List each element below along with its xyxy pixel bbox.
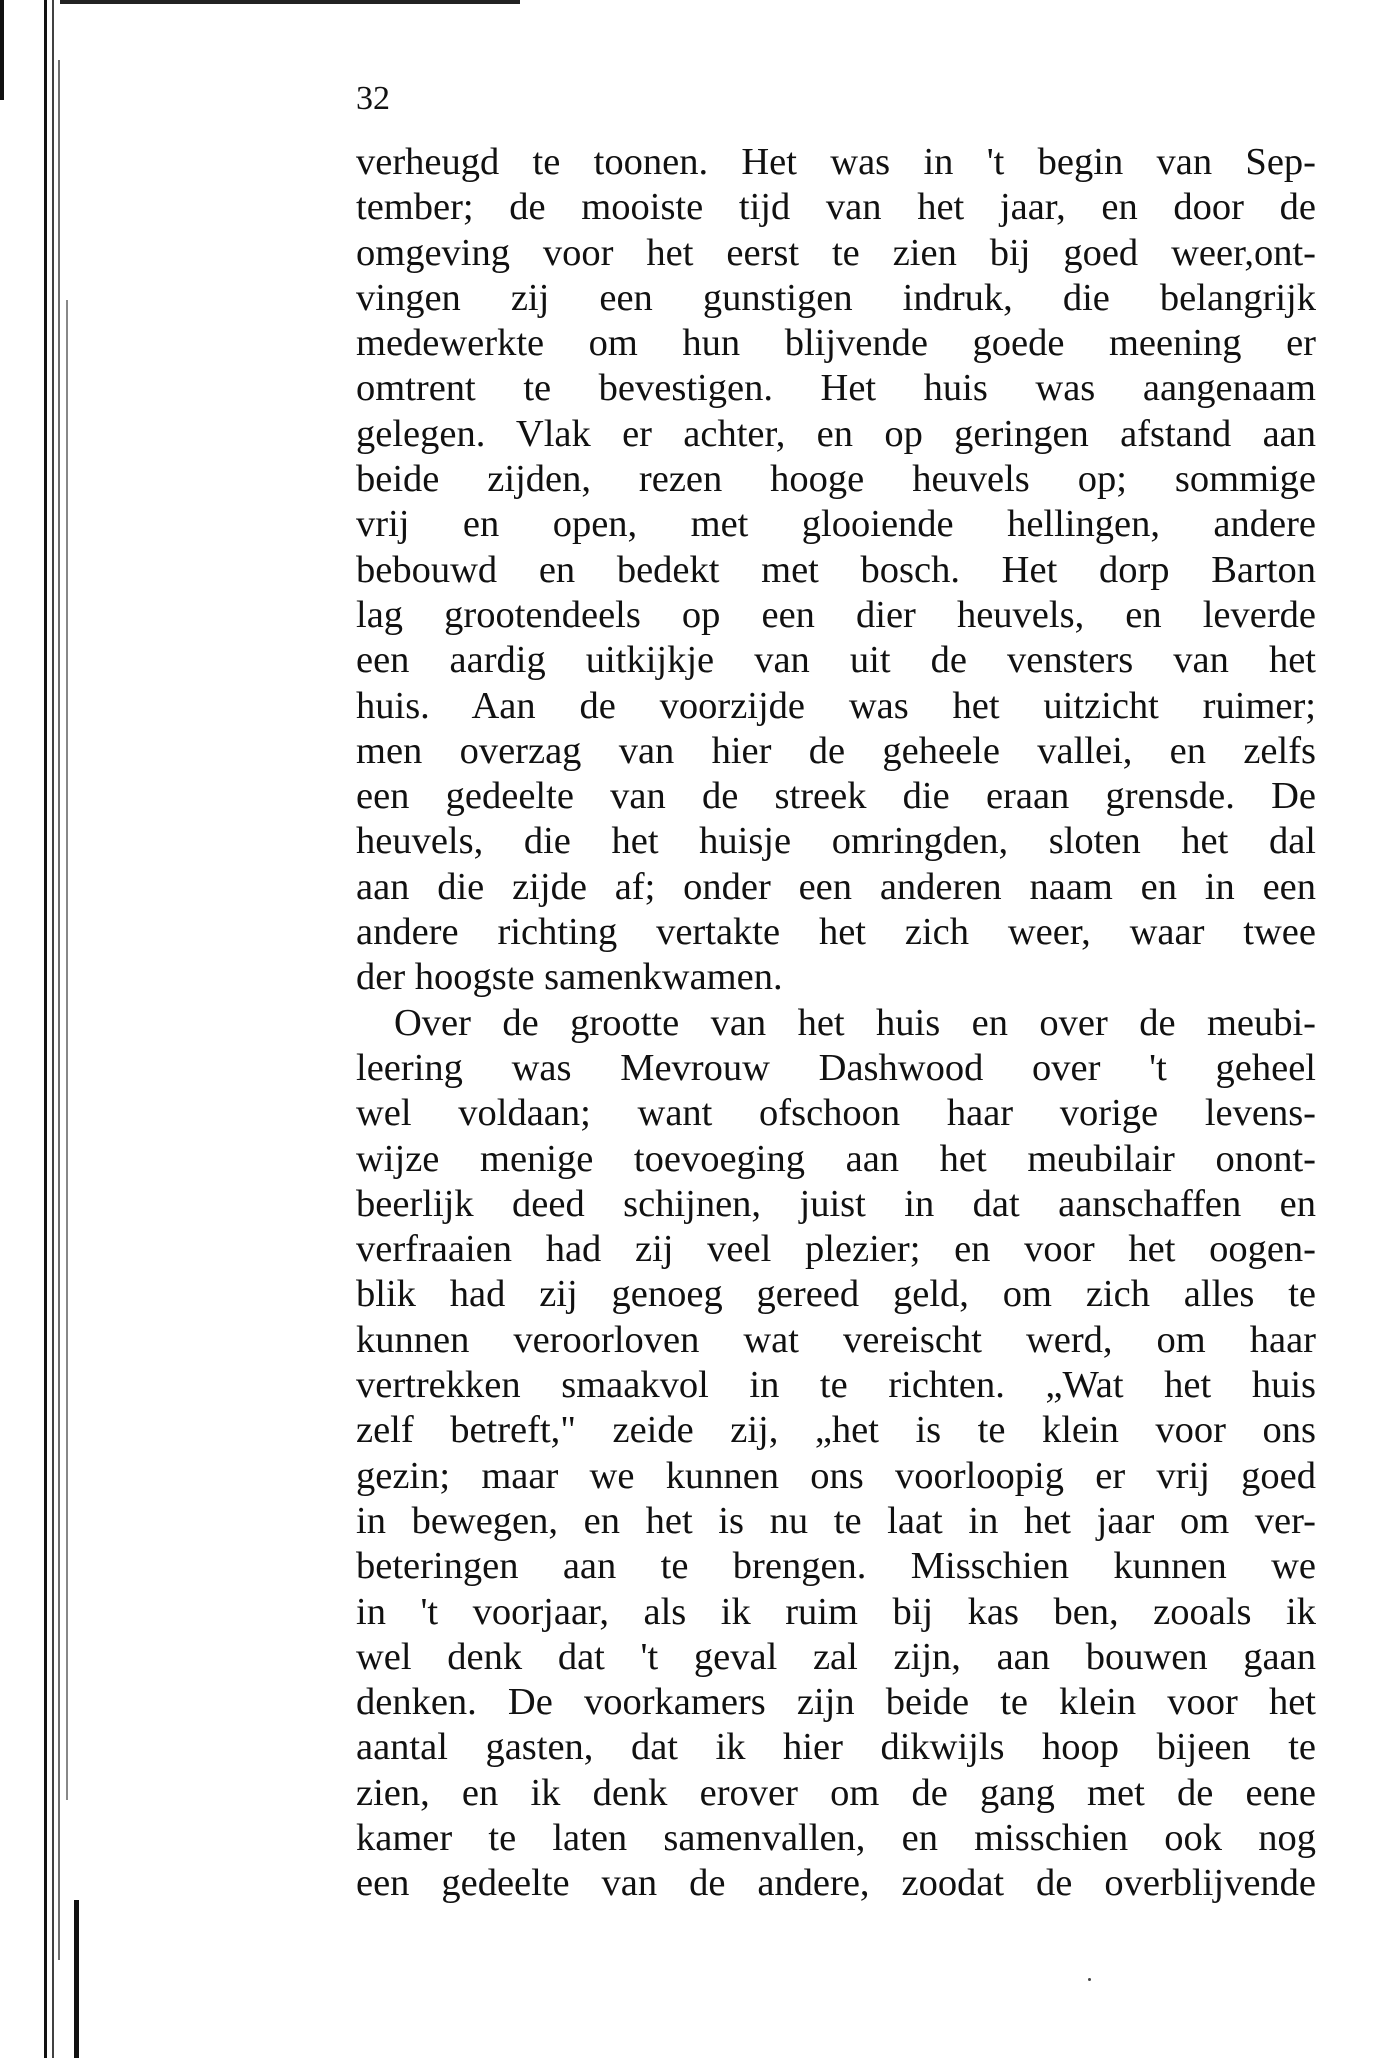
scan-edge-line: [60, 0, 520, 4]
book-binding-edge: [0, 0, 110, 2058]
text-line: omtrent te bevestigen. Het huis was aangenaam: [356, 367, 1316, 410]
text-line: lag grootendeels op een dier heuvels, en leverde: [356, 593, 1316, 636]
text-line: beerlijk deed schijnen, juist in dat aanschaffen en: [356, 1182, 1316, 1225]
text-line: gezin; maar we kunnen ons voorloopig er vrij goed: [356, 1454, 1316, 1497]
text-line: wel denk dat 't geval zal zijn, aan bouwen gaan: [356, 1635, 1316, 1678]
text-line: zien, en ik denk erover om de gang met de eene: [356, 1771, 1316, 1814]
text-line: een aardig uitkijkje van uit de vensters van het: [356, 639, 1316, 682]
text-line: heuvels, die het huisje omringden, sloten het dal: [356, 820, 1316, 863]
text-line: huis. Aan de voorzijde was het uitzicht ruimer;: [356, 684, 1316, 727]
text-line: medewerkte om hun blijvende goede meening er: [356, 322, 1316, 365]
text-line: der hoogste samenkwamen.: [356, 956, 783, 999]
text-line: in bewegen, en het is nu te laat in het jaar om ver-: [356, 1499, 1316, 1542]
text-line: blik had zij genoeg gereed geld, om zich alles te: [356, 1273, 1316, 1316]
text-line: omgeving voor het eerst te zien bij goed weer,ont-: [356, 231, 1316, 274]
text-line: kunnen veroorloven wat vereischt werd, om haar: [356, 1318, 1316, 1361]
text-line: kamer te laten samenvallen, en misschien ook nog: [356, 1816, 1316, 1859]
text-line: in 't voorjaar, als ik ruim bij kas ben, zooals ik: [356, 1590, 1316, 1633]
text-line: men overzag van hier de geheele vallei, en zelfs: [356, 729, 1316, 772]
text-line: vingen zij een gunstigen indruk, die belangrijk: [356, 276, 1316, 319]
text-line: beteringen aan te brengen. Misschien kunnen we: [356, 1545, 1316, 1588]
text-line: andere richting vertakte het zich weer, waar twee: [356, 911, 1316, 954]
text-line: vrij en open, met glooiende hellingen, andere: [356, 503, 1316, 546]
text-line: een gedeelte van de andere, zoodat de overblijvende: [356, 1862, 1316, 1905]
page-number: 32: [356, 80, 390, 117]
text-line: Over de grootte van het huis en over de meubi-: [394, 1001, 1316, 1044]
text-line: vertrekken smaakvol in te richten. „Wat het huis: [356, 1364, 1316, 1407]
text-line: beide zijden, rezen hooge heuvels op; sommige: [356, 458, 1316, 501]
body-text: [356, 140, 1316, 1907]
text-line: denken. De voorkamers zijn beide te klein voor het: [356, 1681, 1316, 1724]
scan-speck: [1088, 1978, 1091, 1981]
text-line: aan die zijde af; onder een anderen naam en in een: [356, 865, 1316, 908]
text-line: leering was Mevrouw Dashwood over 't geheel: [356, 1046, 1316, 1089]
text-line: wel voldaan; want ofschoon haar vorige levens-: [356, 1092, 1316, 1135]
text-line: aantal gasten, dat ik hier dikwijls hoop bijeen te: [356, 1726, 1316, 1769]
text-line: wijze menige toevoeging aan het meubilair onont-: [356, 1137, 1316, 1180]
text-line: een gedeelte van de streek die eraan grensde. De: [356, 775, 1316, 818]
text-line: tember; de mooiste tijd van het jaar, en door de: [356, 186, 1316, 229]
text-line: verfraaien had zij veel plezier; en voor het oogen-: [356, 1228, 1316, 1271]
text-line: gelegen. Vlak er achter, en op geringen afstand aan: [356, 412, 1316, 455]
text-line: zelf betreft," zeide zij, „het is te klein voor ons: [356, 1409, 1316, 1452]
text-line: bebouwd en bedekt met bosch. Het dorp Barton: [356, 548, 1316, 591]
text-line: verheugd te toonen. Het was in 't begin van Sep-: [356, 141, 1316, 183]
